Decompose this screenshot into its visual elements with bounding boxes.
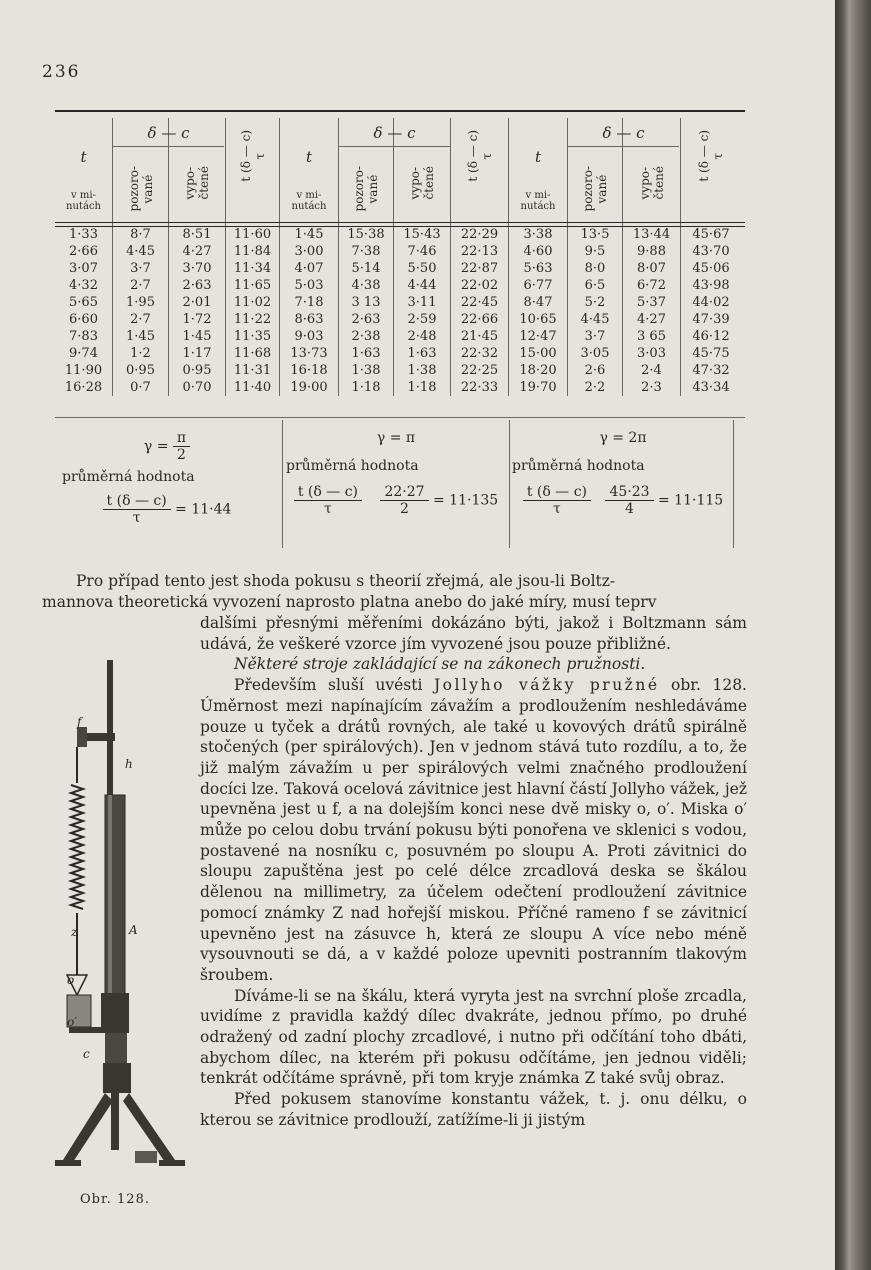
table-cell: 45·06 bbox=[681, 260, 742, 277]
table-cell: 3·70 bbox=[169, 260, 226, 277]
table-cell: 19·00 bbox=[280, 379, 339, 396]
table-cell: 15·00 bbox=[509, 345, 568, 362]
table-cell: 3 13 bbox=[339, 294, 394, 311]
table-cell: 7·83 bbox=[69, 329, 98, 344]
table-cell: 9·5 bbox=[568, 243, 623, 260]
figure-label-f: f bbox=[77, 715, 82, 729]
header-rule bbox=[55, 222, 745, 223]
header-t: t bbox=[305, 148, 313, 166]
jolly-balance-drawing bbox=[55, 655, 195, 1190]
table-row bbox=[55, 328, 741, 345]
table-row bbox=[55, 345, 741, 362]
table-cell: 22·66 bbox=[451, 311, 509, 328]
table-cell: 1·18 bbox=[339, 379, 394, 396]
table-cell: 1·33 bbox=[69, 227, 98, 242]
summary-2-gamma: γ = π bbox=[376, 430, 416, 446]
table-cell: 0·95 bbox=[169, 362, 226, 379]
table-cell: 2·4 bbox=[623, 362, 681, 379]
table-cell: 6·72 bbox=[623, 277, 681, 294]
summary-1 bbox=[62, 430, 272, 526]
summary-1-label: průměrná hodnota bbox=[62, 469, 195, 485]
table-cell: 15·43 bbox=[394, 218, 451, 243]
table-cell: 1·18 bbox=[394, 379, 451, 396]
table-cell: 22·33 bbox=[451, 379, 509, 396]
table-cell: 8·47 bbox=[509, 294, 568, 311]
book-spine-edge bbox=[835, 0, 871, 1270]
table-row bbox=[55, 243, 741, 260]
table-cell: 4·27 bbox=[169, 243, 226, 260]
table-cell: 9·03 bbox=[280, 328, 339, 345]
header-rule-2 bbox=[55, 226, 745, 227]
data-table bbox=[55, 118, 741, 396]
table-cell: 10·65 bbox=[509, 311, 568, 328]
table-row bbox=[55, 260, 741, 277]
table-cell: 1·72 bbox=[169, 311, 226, 328]
figure-label-o: o bbox=[67, 973, 75, 987]
table-cell: 7·18 bbox=[280, 294, 339, 311]
table-cell: 7·46 bbox=[394, 243, 451, 260]
table-cell: 13·73 bbox=[280, 345, 339, 362]
table-cell: 16·28 bbox=[64, 380, 103, 395]
header-ratio: t (δ — c) τ bbox=[697, 130, 725, 182]
table-cell: 2·63 bbox=[339, 311, 394, 328]
table-cell: 2·7 bbox=[113, 311, 169, 328]
table-cell: 47·32 bbox=[681, 362, 742, 379]
table-cell: 8·51 bbox=[169, 218, 226, 243]
table-row bbox=[55, 362, 741, 379]
summary-2-num2: 22·27 bbox=[380, 484, 428, 501]
table-cell: 2·66 bbox=[69, 244, 98, 259]
summary-rule bbox=[55, 417, 745, 418]
table-cell: 47·39 bbox=[681, 311, 742, 328]
table-cell: 1·17 bbox=[169, 345, 226, 362]
figure-label-z: z bbox=[71, 925, 78, 939]
header-t: t bbox=[534, 148, 542, 166]
table-cell: 1·38 bbox=[394, 362, 451, 379]
table-cell: 6·77 bbox=[509, 277, 568, 294]
table-cell: 5·37 bbox=[623, 294, 681, 311]
paragraph-2-rest: obr. 128. Úměrnost mezi napínajícím závažím a prodloužením neshledáváme pouze u tyček a drátů rovných, ale také u kovových drátů spirálně stočených (per spirálových). Jen v jednom stává tuto rozdílu, a to, že již malým závažím u per spirálových velmi značného prodloužení docíci lze. Taková ocelová závitnice jest hlavní částí Jollyho vážek, jež upevněna jest u f, a na dolejším konci nese dvě misky o, o′. Miska o′ může po celou dobu trvání pokusu býti ponořena ve sklenici s vodou, postavené na nosníku c, posuvném po sloupu A. Proti závitnici do sloupu zapuštěna jest po celé délce zrcadlová deska se škálou dělenou na millimetry, za účelem odečtení prodloužení závitnice pomocí známky Z nad hořejší miskou. Příčné rameno f se závitnicí upevněno jest na zásuvce h, která ze sloupu A více nebo méně vysouvnouti se dá, a v každé poloze upevniti postranním tlakovým šroubem. bbox=[200, 676, 747, 984]
table-cell: 15·38 bbox=[339, 218, 394, 243]
summary-3-num2: 45·23 bbox=[605, 484, 653, 501]
summary-3-frac-den: τ bbox=[553, 501, 561, 517]
table-cell: 4·27 bbox=[623, 311, 681, 328]
summary-2-den2: 2 bbox=[400, 501, 409, 517]
header-t: t bbox=[80, 148, 87, 166]
header-observed: pozoro- vané bbox=[581, 166, 609, 212]
table-cell: 44·02 bbox=[681, 294, 742, 311]
header-t-unit: v mi- nutách bbox=[291, 190, 327, 212]
table-cell: 46·12 bbox=[681, 328, 742, 345]
table-cell: 0·95 bbox=[113, 362, 169, 379]
table-cell: 1·45 bbox=[169, 328, 226, 345]
table-cell: 11·22 bbox=[226, 311, 280, 328]
table-cell: 2·01 bbox=[169, 294, 226, 311]
table-row bbox=[55, 379, 741, 396]
table-cell: 43·98 bbox=[681, 277, 742, 294]
table-cell: 11·65 bbox=[226, 277, 280, 294]
table-row bbox=[55, 311, 741, 328]
summary-1-frac-den: τ bbox=[132, 510, 141, 526]
table-cell: 4·38 bbox=[339, 277, 394, 294]
table-cell: 18·20 bbox=[509, 362, 568, 379]
summary-1-gamma: γ = bbox=[143, 438, 169, 455]
summary-divider-1 bbox=[282, 420, 283, 548]
header-cell bbox=[623, 118, 681, 218]
paragraph-2 bbox=[200, 675, 747, 986]
summary-2-label: průměrná hodnota bbox=[286, 458, 419, 474]
header-cell bbox=[280, 118, 339, 218]
table-cell: 1·95 bbox=[113, 294, 169, 311]
table-cell: 12·47 bbox=[509, 328, 568, 345]
table-cell: 4·45 bbox=[113, 243, 169, 260]
summary-2-frac-num: t (δ — c) bbox=[294, 484, 362, 501]
table-cell: 0·70 bbox=[169, 379, 226, 396]
header-cell bbox=[568, 118, 645, 218]
table-cell: 4·45 bbox=[568, 311, 623, 328]
table-cell: 3·00 bbox=[280, 243, 339, 260]
header-observed: pozoro- vané bbox=[126, 166, 155, 212]
table-cell: 1·38 bbox=[339, 362, 394, 379]
paragraph-3: Díváme-li se na škálu, která vyryta jest na svrchní ploše zrcadla, uvidíme z pravidla každý dílec dvakráte, jednou přímo, po druhé odražený od zadní plochy zrcadlové, i nutno při odčítání toho dbáti, abychom dílec, na kterém při pokusu odčítáme, jen jednou viděli; tenkrát odčítáme správně, při tom kryje známka Z také svůj obraz. bbox=[200, 986, 747, 1088]
header-cell bbox=[169, 118, 226, 218]
table-cell: 1·63 bbox=[394, 345, 451, 362]
table-cell: 2·48 bbox=[394, 328, 451, 345]
figure-label-o-prime: o′ bbox=[67, 1015, 77, 1029]
table-cell: 43·70 bbox=[681, 243, 742, 260]
section-heading: Některé stroje zakládající se na zákonech pružnosti. bbox=[234, 655, 646, 674]
table-cell: 13·44 bbox=[623, 218, 681, 243]
figure-label-h: h bbox=[125, 757, 133, 771]
table-cell: 5·14 bbox=[339, 260, 394, 277]
summary-1-gamma-den: 2 bbox=[177, 447, 186, 463]
table-cell: 22·32 bbox=[451, 345, 509, 362]
table-cell: 2·59 bbox=[394, 311, 451, 328]
header-cell bbox=[226, 118, 280, 218]
table-cell: 11·34 bbox=[226, 260, 280, 277]
table-cell: 22·02 bbox=[451, 277, 509, 294]
table-cell: 5·03 bbox=[280, 277, 339, 294]
table-cell: 4·44 bbox=[394, 277, 451, 294]
table-cell: 2·2 bbox=[568, 379, 623, 396]
table-cell: 5·2 bbox=[568, 294, 623, 311]
summary-1-result: = 11·44 bbox=[175, 501, 232, 518]
header-delta-c: δ — c bbox=[339, 124, 450, 147]
table-cell: 4·07 bbox=[280, 260, 339, 277]
header-ratio: t (δ — c) τ bbox=[465, 130, 494, 182]
table-cell: 9·74 bbox=[69, 346, 98, 361]
table-cell: 3·7 bbox=[113, 260, 169, 277]
table-cell: 2·3 bbox=[623, 379, 681, 396]
paragraph-1-line-1: Pro případ tento jest shoda pokusu s theorií zřejmá, ale jsou-li Boltz- bbox=[76, 572, 616, 590]
summary-divider-2 bbox=[509, 420, 510, 548]
table-cell: 4·60 bbox=[509, 243, 568, 260]
header-t-unit: v mi- nutách bbox=[520, 190, 556, 212]
paragraph-1-rest: dalšími přesnými měřeními dokázáno býti, jakož i Boltzmann sám udává, že veškeré vzorce jím vyvozené jsou pouze přibližné. bbox=[200, 614, 747, 653]
table-cell: 7·38 bbox=[339, 243, 394, 260]
table-cell: 22·45 bbox=[451, 294, 509, 311]
figure-label-a: A bbox=[129, 923, 138, 937]
table-cell: 5·63 bbox=[509, 260, 568, 277]
table-cell: 2·63 bbox=[169, 277, 226, 294]
figure-label-c: c bbox=[83, 1047, 90, 1061]
summary-2-frac-den: τ bbox=[324, 501, 332, 517]
table-cell: 5·50 bbox=[394, 260, 451, 277]
jolly-balance-name: Jollyho vážky pružné bbox=[433, 676, 660, 695]
table-cell: 11·02 bbox=[226, 294, 280, 311]
table-cell: 8·07 bbox=[623, 260, 681, 277]
header-ratio: t (δ — c) τ bbox=[238, 130, 267, 182]
table-cell: 3·7 bbox=[568, 328, 623, 345]
table-cell: 11·84 bbox=[226, 243, 280, 260]
table-row bbox=[55, 294, 741, 311]
header-cell bbox=[339, 118, 416, 218]
page-number: 236 bbox=[42, 62, 81, 82]
header-cell bbox=[394, 118, 451, 218]
table-cell: 3·38 bbox=[509, 218, 568, 243]
table-top-rule bbox=[55, 110, 745, 112]
table-cell: 11·90 bbox=[64, 363, 103, 378]
table-cell: 11·31 bbox=[226, 362, 280, 379]
table-cell: 22·25 bbox=[451, 362, 509, 379]
summary-3-gamma: γ = 2π bbox=[599, 430, 647, 446]
table-cell: 2·38 bbox=[339, 328, 394, 345]
table-cell: 21·45 bbox=[451, 328, 509, 345]
table-cell: 45·75 bbox=[681, 345, 742, 362]
table-cell: 22·29 bbox=[451, 218, 509, 243]
summary-2 bbox=[286, 430, 506, 517]
header-computed: vypo- čtené bbox=[408, 166, 436, 200]
table-cell: 6·5 bbox=[568, 277, 623, 294]
table-cell: 6·60 bbox=[69, 312, 98, 327]
summary-1-gamma-num: π bbox=[173, 430, 190, 447]
header-cell bbox=[113, 118, 190, 218]
text-column bbox=[200, 613, 747, 1131]
paragraph-1-line-2: mannova theoretická vyvození naprosto platna anebo do jaké míry, musí teprv bbox=[42, 592, 657, 611]
summary-1-frac-num: t (δ — c) bbox=[103, 493, 171, 510]
table-cell: 13·5 bbox=[568, 218, 623, 243]
header-cell bbox=[681, 118, 742, 218]
figure-caption: Obr. 128. bbox=[80, 1192, 150, 1207]
paragraph-1-full-width bbox=[42, 571, 747, 612]
table-cell: 8·7 bbox=[113, 218, 169, 243]
table-cell: 43·34 bbox=[681, 379, 742, 396]
table-cell: 22·13 bbox=[451, 243, 509, 260]
table-cell: 22·87 bbox=[451, 260, 509, 277]
table-cell: 1·45 bbox=[280, 218, 339, 243]
table-cell: 11·40 bbox=[226, 379, 280, 396]
table-cell: 3·11 bbox=[394, 294, 451, 311]
table-cell: 4·32 bbox=[69, 278, 98, 293]
table-cell: 5·65 bbox=[69, 295, 98, 310]
table-cell: 3·03 bbox=[623, 345, 681, 362]
header-computed: vypo- čtené bbox=[183, 166, 211, 200]
summary-3-label: průměrná hodnota bbox=[512, 458, 645, 474]
table-cell: 1·2 bbox=[113, 345, 169, 362]
table-cell: 2·6 bbox=[568, 362, 623, 379]
table-row bbox=[55, 277, 741, 294]
summary-2-result: = 11·135 bbox=[433, 492, 499, 509]
table-cell: 1·63 bbox=[339, 345, 394, 362]
table-cell: 11·35 bbox=[226, 328, 280, 345]
summary-3-result: = 11·115 bbox=[658, 492, 724, 509]
table-cell: 3·05 bbox=[568, 345, 623, 362]
header-observed: pozoro- vané bbox=[352, 166, 380, 212]
table-cell: 8·63 bbox=[280, 311, 339, 328]
table-cell: 8·0 bbox=[568, 260, 623, 277]
paragraph-2-start: Především sluší uvésti bbox=[234, 676, 434, 695]
header-cell bbox=[451, 118, 509, 218]
table-cell: 3·07 bbox=[69, 261, 98, 276]
table-cell: 0·7 bbox=[113, 379, 169, 396]
paragraph-4: Před pokusem stanovíme konstantu vážek, t. j. onu délku, o kterou se závitnice prodlouží, zatížíme-li ji jistým bbox=[200, 1090, 747, 1129]
summary-3 bbox=[512, 430, 734, 517]
header-cell bbox=[55, 118, 113, 218]
table-cell: 9·88 bbox=[623, 243, 681, 260]
summary-3-frac-num: t (δ — c) bbox=[523, 484, 591, 501]
summary-3-den2: 4 bbox=[625, 501, 634, 517]
header-computed: vypo- čtené bbox=[637, 166, 666, 200]
header-delta-c: δ — c bbox=[568, 124, 679, 147]
table-cell: 19·70 bbox=[509, 379, 568, 396]
table-cell: 11·60 bbox=[226, 218, 280, 243]
table-cell: 1·45 bbox=[113, 328, 169, 345]
header-cell bbox=[509, 118, 568, 218]
table-cell: 16·18 bbox=[280, 362, 339, 379]
table-cell: 3 65 bbox=[623, 328, 681, 345]
table-cell: 11·68 bbox=[226, 345, 280, 362]
table-cell: 45·67 bbox=[681, 218, 742, 243]
header-t-unit: v mi- nutách bbox=[66, 190, 101, 212]
figure-jolly-balance bbox=[55, 655, 195, 1194]
header-delta-c: δ — c bbox=[113, 124, 224, 147]
table-header-row bbox=[55, 118, 741, 218]
table-cell: 2·7 bbox=[113, 277, 169, 294]
